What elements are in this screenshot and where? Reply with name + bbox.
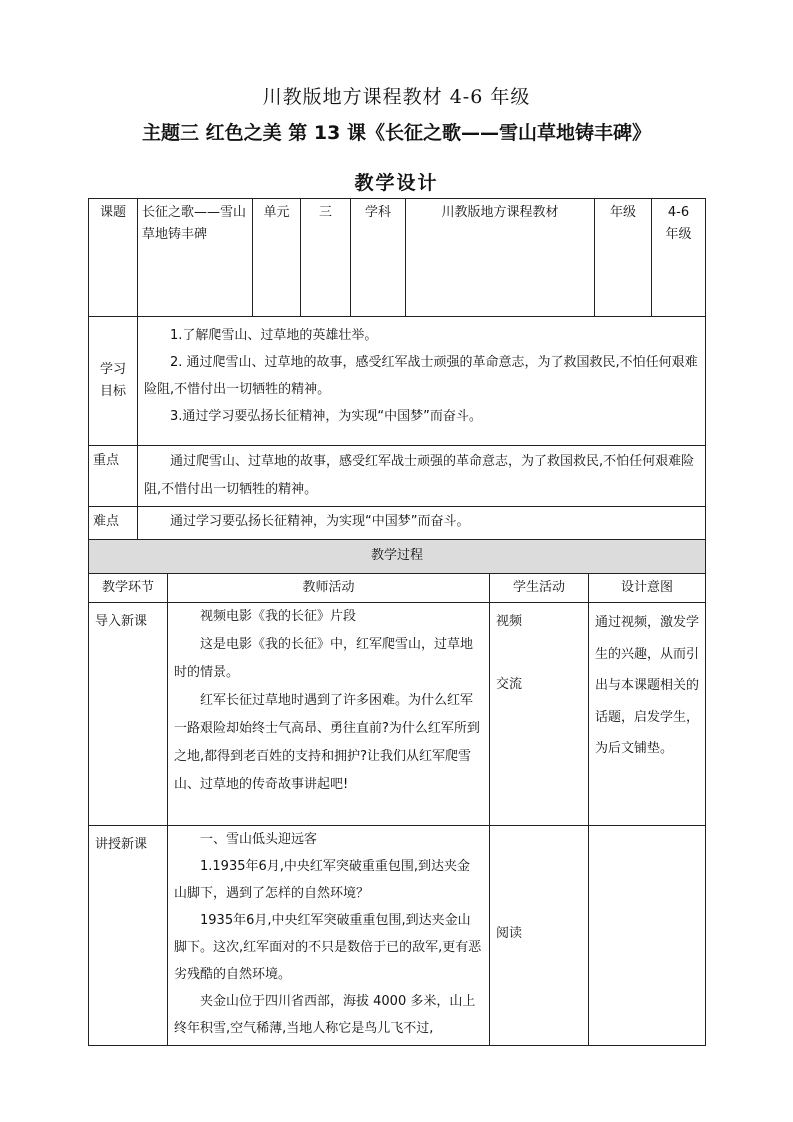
row2-teacher — [167, 825, 490, 1046]
process-header-intent: 设计意图 — [588, 573, 706, 603]
lesson-title: 主题三 红色之美 第 13 课《长征之歌——雪山草地铸丰碑》 — [142, 122, 651, 144]
objective-item: 1.了解爬雪山、过草地的英雄壮举。 — [170, 328, 378, 343]
row1-teacher-paragraph: 这是电影《我的长征》中，红军爬雪山，过草地时的情景。 — [174, 637, 474, 680]
difficulty-text: 通过学习要弘扬长征精神，为实现“中国梦”而奋斗。 — [170, 514, 470, 529]
difficulty-label: 难点 — [88, 506, 138, 540]
objective-item: 2. 通过爬雪山、过草地的故事，感受红军战士顽强的革命意志，为了救国救民,不怕任何艰难险阻,不惜付出一切牺牲的精神。 — [144, 355, 698, 397]
difficulty-content — [137, 506, 706, 540]
document-title: 川教版地方课程教材 4-6 年级 — [262, 86, 531, 108]
grade-value: 4-6 年级 — [651, 198, 706, 317]
subject-value: 川教版地方课程教材 — [405, 198, 595, 317]
subject-label: 学科 — [350, 198, 406, 317]
row1-student — [489, 602, 589, 826]
row2-student: 阅读 — [489, 825, 589, 1046]
objective-item: 3.通过学习要弘扬长征精神，为实现“中国梦”而奋斗。 — [170, 409, 482, 424]
row2-teacher-paragraph: 1.1935年6月,中央红军突破重重包围,到达夹金山脚下，遇到了怎样的自然环境？ — [174, 859, 471, 901]
row1-teacher — [167, 602, 490, 826]
row1-intent: 通过视频，激发学生的兴趣，从而引出与本课题相关的话题，启发学生，为后文铺垫。 — [588, 602, 706, 826]
key-point-text: 通过爬雪山、过草地的故事，感受红军战士顽强的革命意志，为了救国救民,不怕任何艰难险阻,不惜付出一切牺牲的精神。 — [144, 454, 695, 497]
objectives-label — [88, 316, 138, 446]
row1-stage: 导入新课 — [88, 602, 168, 826]
row2-stage: 讲授新课 — [88, 825, 168, 1046]
row2-intent — [588, 825, 706, 1046]
lesson-value: 长征之歌——雪山草地铸丰碑 — [137, 198, 253, 317]
lesson-plan-table — [88, 198, 706, 1046]
row1-student-activity: 视频 — [496, 614, 523, 629]
unit-value: 三 — [300, 198, 351, 317]
objectives-label-line1: 学习 — [99, 362, 126, 377]
key-point-label: 重点 — [88, 445, 138, 507]
process-header-teacher: 教师活动 — [167, 573, 490, 603]
row1-student-activity: 交流 — [496, 677, 523, 692]
objectives-content — [137, 316, 706, 446]
process-header-stage: 教学环节 — [88, 573, 168, 603]
unit-label: 单元 — [252, 198, 301, 317]
lesson-label: 课题 — [88, 198, 138, 317]
process-header-student: 学生活动 — [489, 573, 589, 603]
row1-teacher-paragraph: 红军长征过草地时遇到了许多困难。为什么红军一路艰险却始终士气高昂、勇往直前?为什么红军所到之地,都得到老百姓的支持和拥护?让我们从红军爬雪山、过草地的传奇故事讲起吧! — [174, 693, 480, 792]
document-subtitle: 教学设计 — [354, 172, 439, 194]
row2-teacher-paragraph: 一、雪山低头迎远客 — [200, 832, 318, 847]
objectives-label-line2: 目标 — [99, 384, 126, 399]
grade-label: 年级 — [594, 198, 652, 317]
row1-teacher-paragraph: 视频电影《我的长征》片段 — [200, 609, 357, 624]
row2-teacher-paragraph: 1935年6月,中央红军突破重重包围,到达夹金山脚下。这次,红军面对的不只是数倍于已的敌军,更有恶劣残酷的自然环境。 — [174, 913, 482, 982]
process-title: 教学过程 — [88, 539, 706, 574]
row2-teacher-paragraph: 夹金山位于四川省西部，海拔 4000 多米，山上终年积雪,空气稀薄,当地人称它是鸟儿飞不过, — [174, 994, 476, 1036]
key-point-content — [137, 445, 706, 507]
